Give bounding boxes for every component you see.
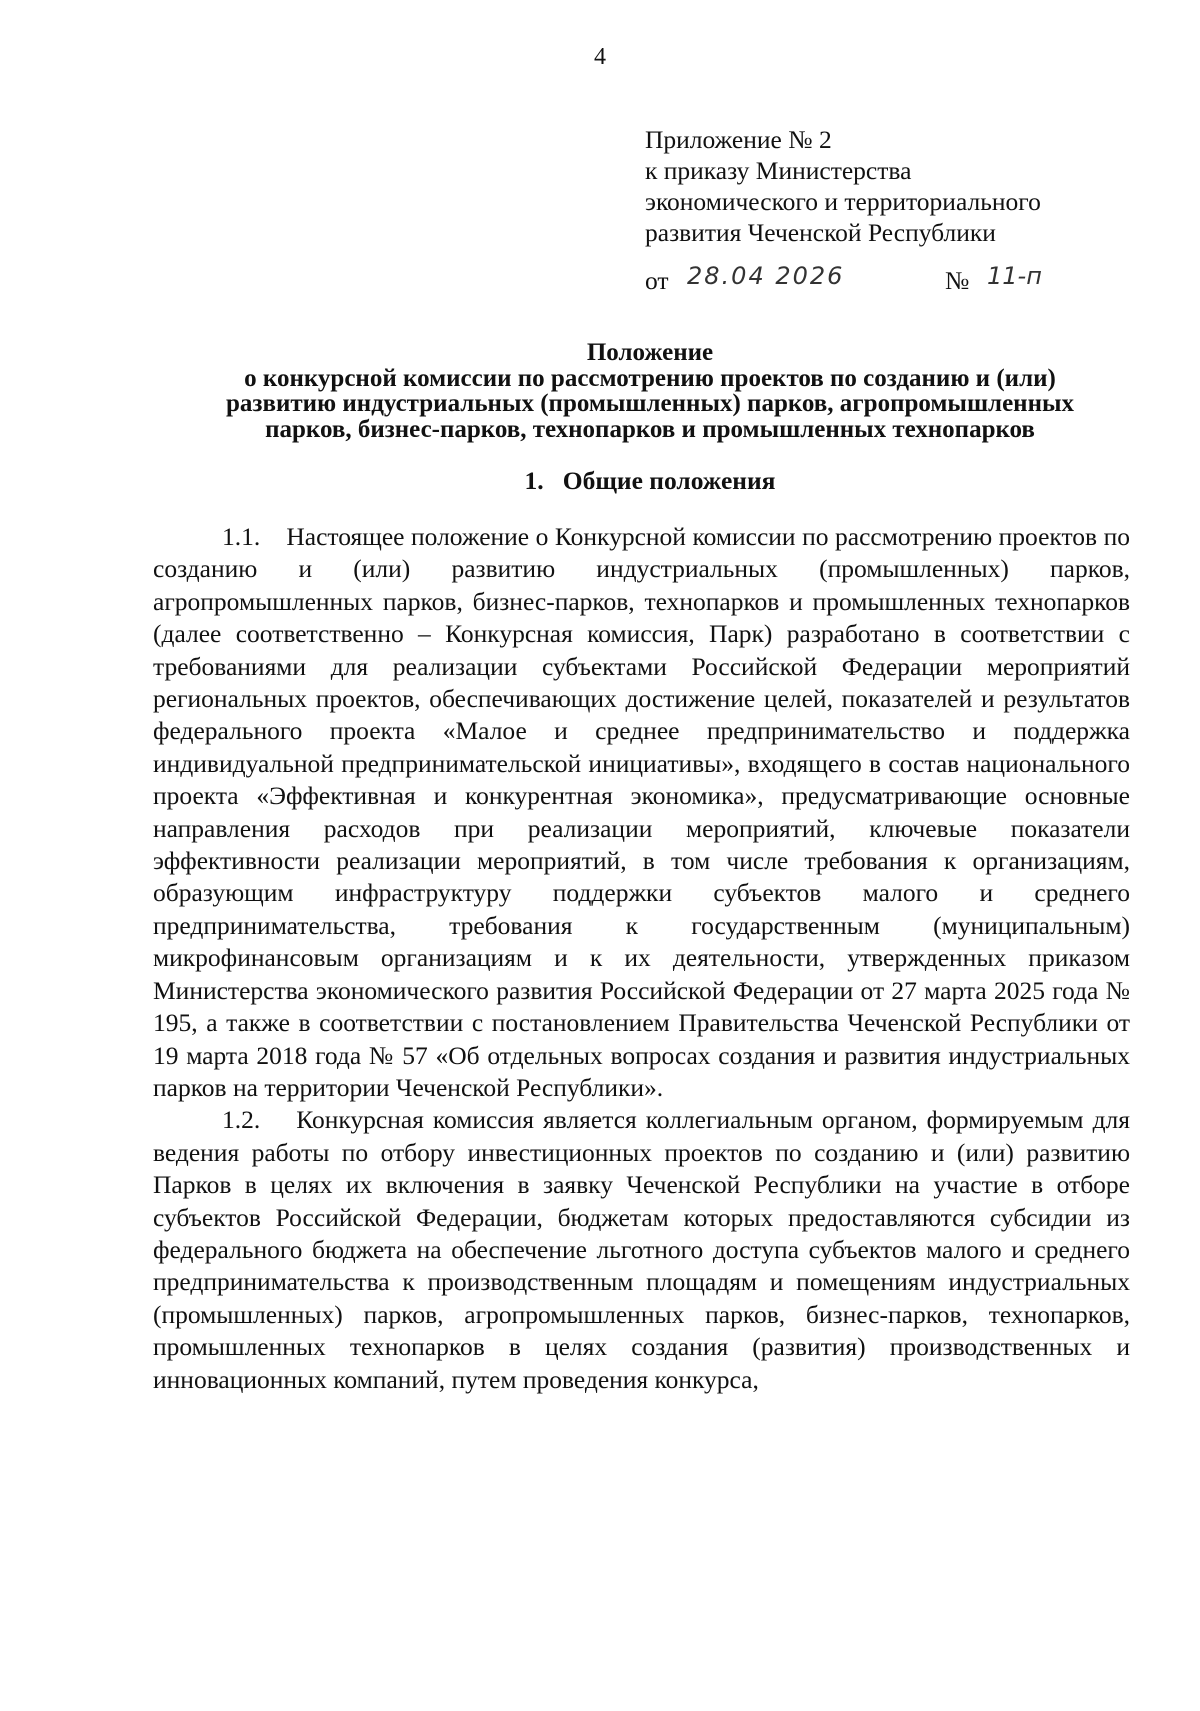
paragraph-text: Настоящее положение о Конкурсной комиссии по рассмотрению проектов по созданию и (или) развитию индустриальных (промышленных) парков, агропромышленных парков, бизнес-парков, технопарков и промышленных технопарков (далее соответственно – Конкурсная комиссия, Парк) разработано в соответствии с требованиями для реализации субъектами Российской Федерации мероприятий региональных проектов, обеспечивающих достижение целей, показателей и результатов федерального проекта «Малое и среднее предпринимательство и поддержка индивидуальной предпринимательской инициативы», входящего в состав национального проекта «Эффективная и конкурентная экономика», предусматривающие основные направления расходов при реализации мероприятий, ключевые показатели эффективности реализации мероприятий, в том числе требования к организациям, образующим инфраструктуру поддержки субъектов малого и среднего предпринимательства, требования к государственным (муниципальным) микрофинансовым организациям и к их деятельности, утвержденных приказом Министерства экономического развития Российской Федерации от 27 марта 2025 года № 195, а также в соответствии с постановлением Правительства Чеченской Республики от 19 марта 2018 года № 57 «Об отдельных вопросах создания и развития индустриальных парков на территории Чеченской Республики». — [153, 522, 1130, 1102]
handwritten-number: 11-п — [987, 262, 1042, 290]
title-line-2: о конкурсной комиссии по рассмотрению проектов по созданию и (или) — [244, 364, 1056, 392]
annex-republic-line: развития Чеченской Республики — [645, 218, 996, 247]
title-line-3: развитию индустриальных (промышленных) парков, агропромышленных — [226, 390, 1074, 417]
paragraph-1-2 — [153, 1104, 1130, 1396]
body-text — [153, 521, 1130, 1396]
annex-order-line: к приказу Министерства — [645, 156, 912, 185]
date-prefix: от — [645, 266, 669, 295]
document-title — [100, 340, 1200, 442]
title-line-4: парков, бизнес-парков, технопарков и промышленных технопарков — [265, 415, 1035, 443]
paragraph-text: Конкурсная комиссия является коллегиальным органом, формируемым для ведения работы по отбору инвестиционных проектов по созданию и (или) развитию Парков в целях их включения в заявку Чеченской Республики на участие в отборе субъектов Российской Федерации, бюджетам которых предоставляются субсидии из федерального бюджета на обеспечение льготного доступа субъектов малого и среднего предпринимательства к производственным площадям и помещениям индустриальных (промышленных) парков, агропромышленных парков, бизнес-парков, технопарков, промышленных технопарков в целях создания (развития) производственных и инновационных компаний, путем проведения конкурса, — [153, 1105, 1130, 1394]
number-prefix: № — [945, 266, 970, 295]
annex-ministry-line: экономического и территориального — [645, 187, 1041, 216]
paragraph-1-1 — [153, 521, 1130, 1104]
order-date-number — [645, 262, 1095, 298]
page-number: 4 — [594, 44, 606, 70]
paragraph-number: 1.2. — [222, 1105, 261, 1135]
paragraph-number: 1.1. — [222, 522, 261, 551]
title-line-1: Положение — [586, 339, 714, 366]
annex-header — [645, 124, 1041, 248]
annex-title: Приложение № 2 — [645, 125, 832, 154]
section-heading: 1. Общие положения — [524, 466, 776, 495]
handwritten-date: 28.04 2026 — [687, 262, 845, 290]
